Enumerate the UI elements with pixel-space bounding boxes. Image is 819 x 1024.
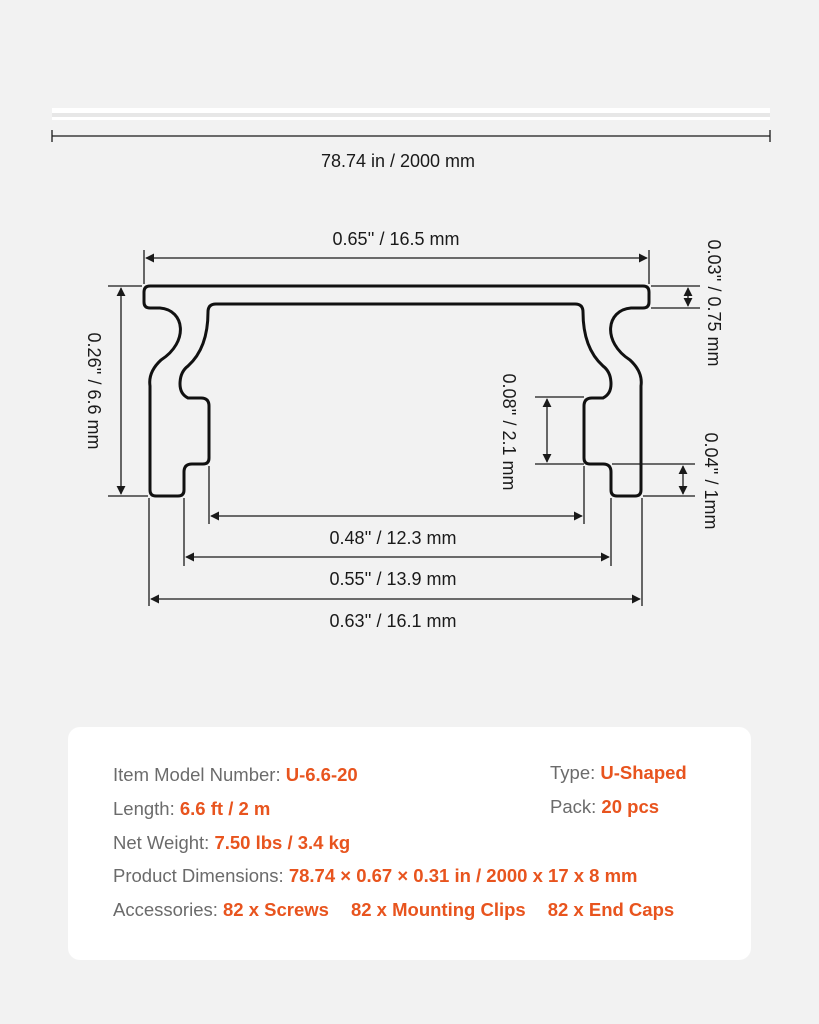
spec-dimensions-value: 78.74 × 0.67 × 0.31 in / 2000 x 17 x 8 mm	[288, 865, 638, 886]
profile-bar	[52, 108, 770, 120]
top-width-dimension	[144, 250, 649, 284]
spec-type-value: U-Shaped	[600, 762, 687, 783]
spec-length	[113, 798, 270, 820]
accessory-mounting-clips: 82 x Mounting Clips	[350, 899, 526, 920]
top-width-label: 0.65'' / 16.5 mm	[332, 229, 460, 249]
spec-weight-value: 7.50 lbs / 3.4 kg	[214, 832, 351, 853]
middle-width-label: 0.55'' / 13.9 mm	[329, 569, 457, 589]
inner-width-dimension	[209, 466, 584, 524]
inner-width-label: 0.48'' / 12.3 mm	[329, 528, 457, 548]
spec-length-label: Length:	[113, 798, 180, 819]
top-thickness-dimension	[651, 286, 700, 308]
spec-accessories-label: Accessories:	[113, 899, 224, 920]
spec-weight-label: Net Weight:	[113, 832, 215, 853]
slot-height-dimension	[535, 397, 584, 464]
spec-model-label: Item Model Number:	[113, 764, 286, 785]
spec-dimensions-label: Product Dimensions:	[113, 865, 289, 886]
spec-pack	[550, 796, 659, 818]
spec-accessories	[113, 899, 674, 921]
top-thickness-label: 0.03'' / 0.75 mm	[704, 239, 724, 367]
spec-card	[68, 727, 751, 960]
spec-model-value: U-6.6-20	[285, 764, 358, 785]
overall-length-label: 78.74 in / 2000 mm	[320, 151, 476, 171]
spec-pack-value: 20 pcs	[601, 796, 660, 817]
spec-type	[550, 762, 687, 784]
spec-type-label: Type:	[550, 762, 601, 783]
overall-length-dimension	[52, 130, 770, 142]
spec-weight	[113, 832, 350, 854]
height-dimension	[108, 286, 148, 496]
accessory-end-caps: 82 x End Caps	[547, 899, 675, 920]
foot-height-dimension	[612, 464, 695, 496]
spec-dimensions	[113, 865, 638, 887]
height-label: 0.26'' / 6.6 mm	[84, 332, 104, 450]
foot-height-label: 0.04'' / 1mm	[701, 432, 721, 530]
slot-height-label: 0.08'' / 2.1 mm	[499, 373, 519, 491]
spec-model	[113, 764, 358, 786]
bottom-width-label: 0.63'' / 16.1 mm	[329, 611, 457, 631]
spec-pack-label: Pack:	[550, 796, 602, 817]
bottom-width-dimension	[149, 498, 642, 606]
spec-length-value: 6.6 ft / 2 m	[179, 798, 271, 819]
accessory-screws: 82 x Screws	[223, 899, 329, 920]
